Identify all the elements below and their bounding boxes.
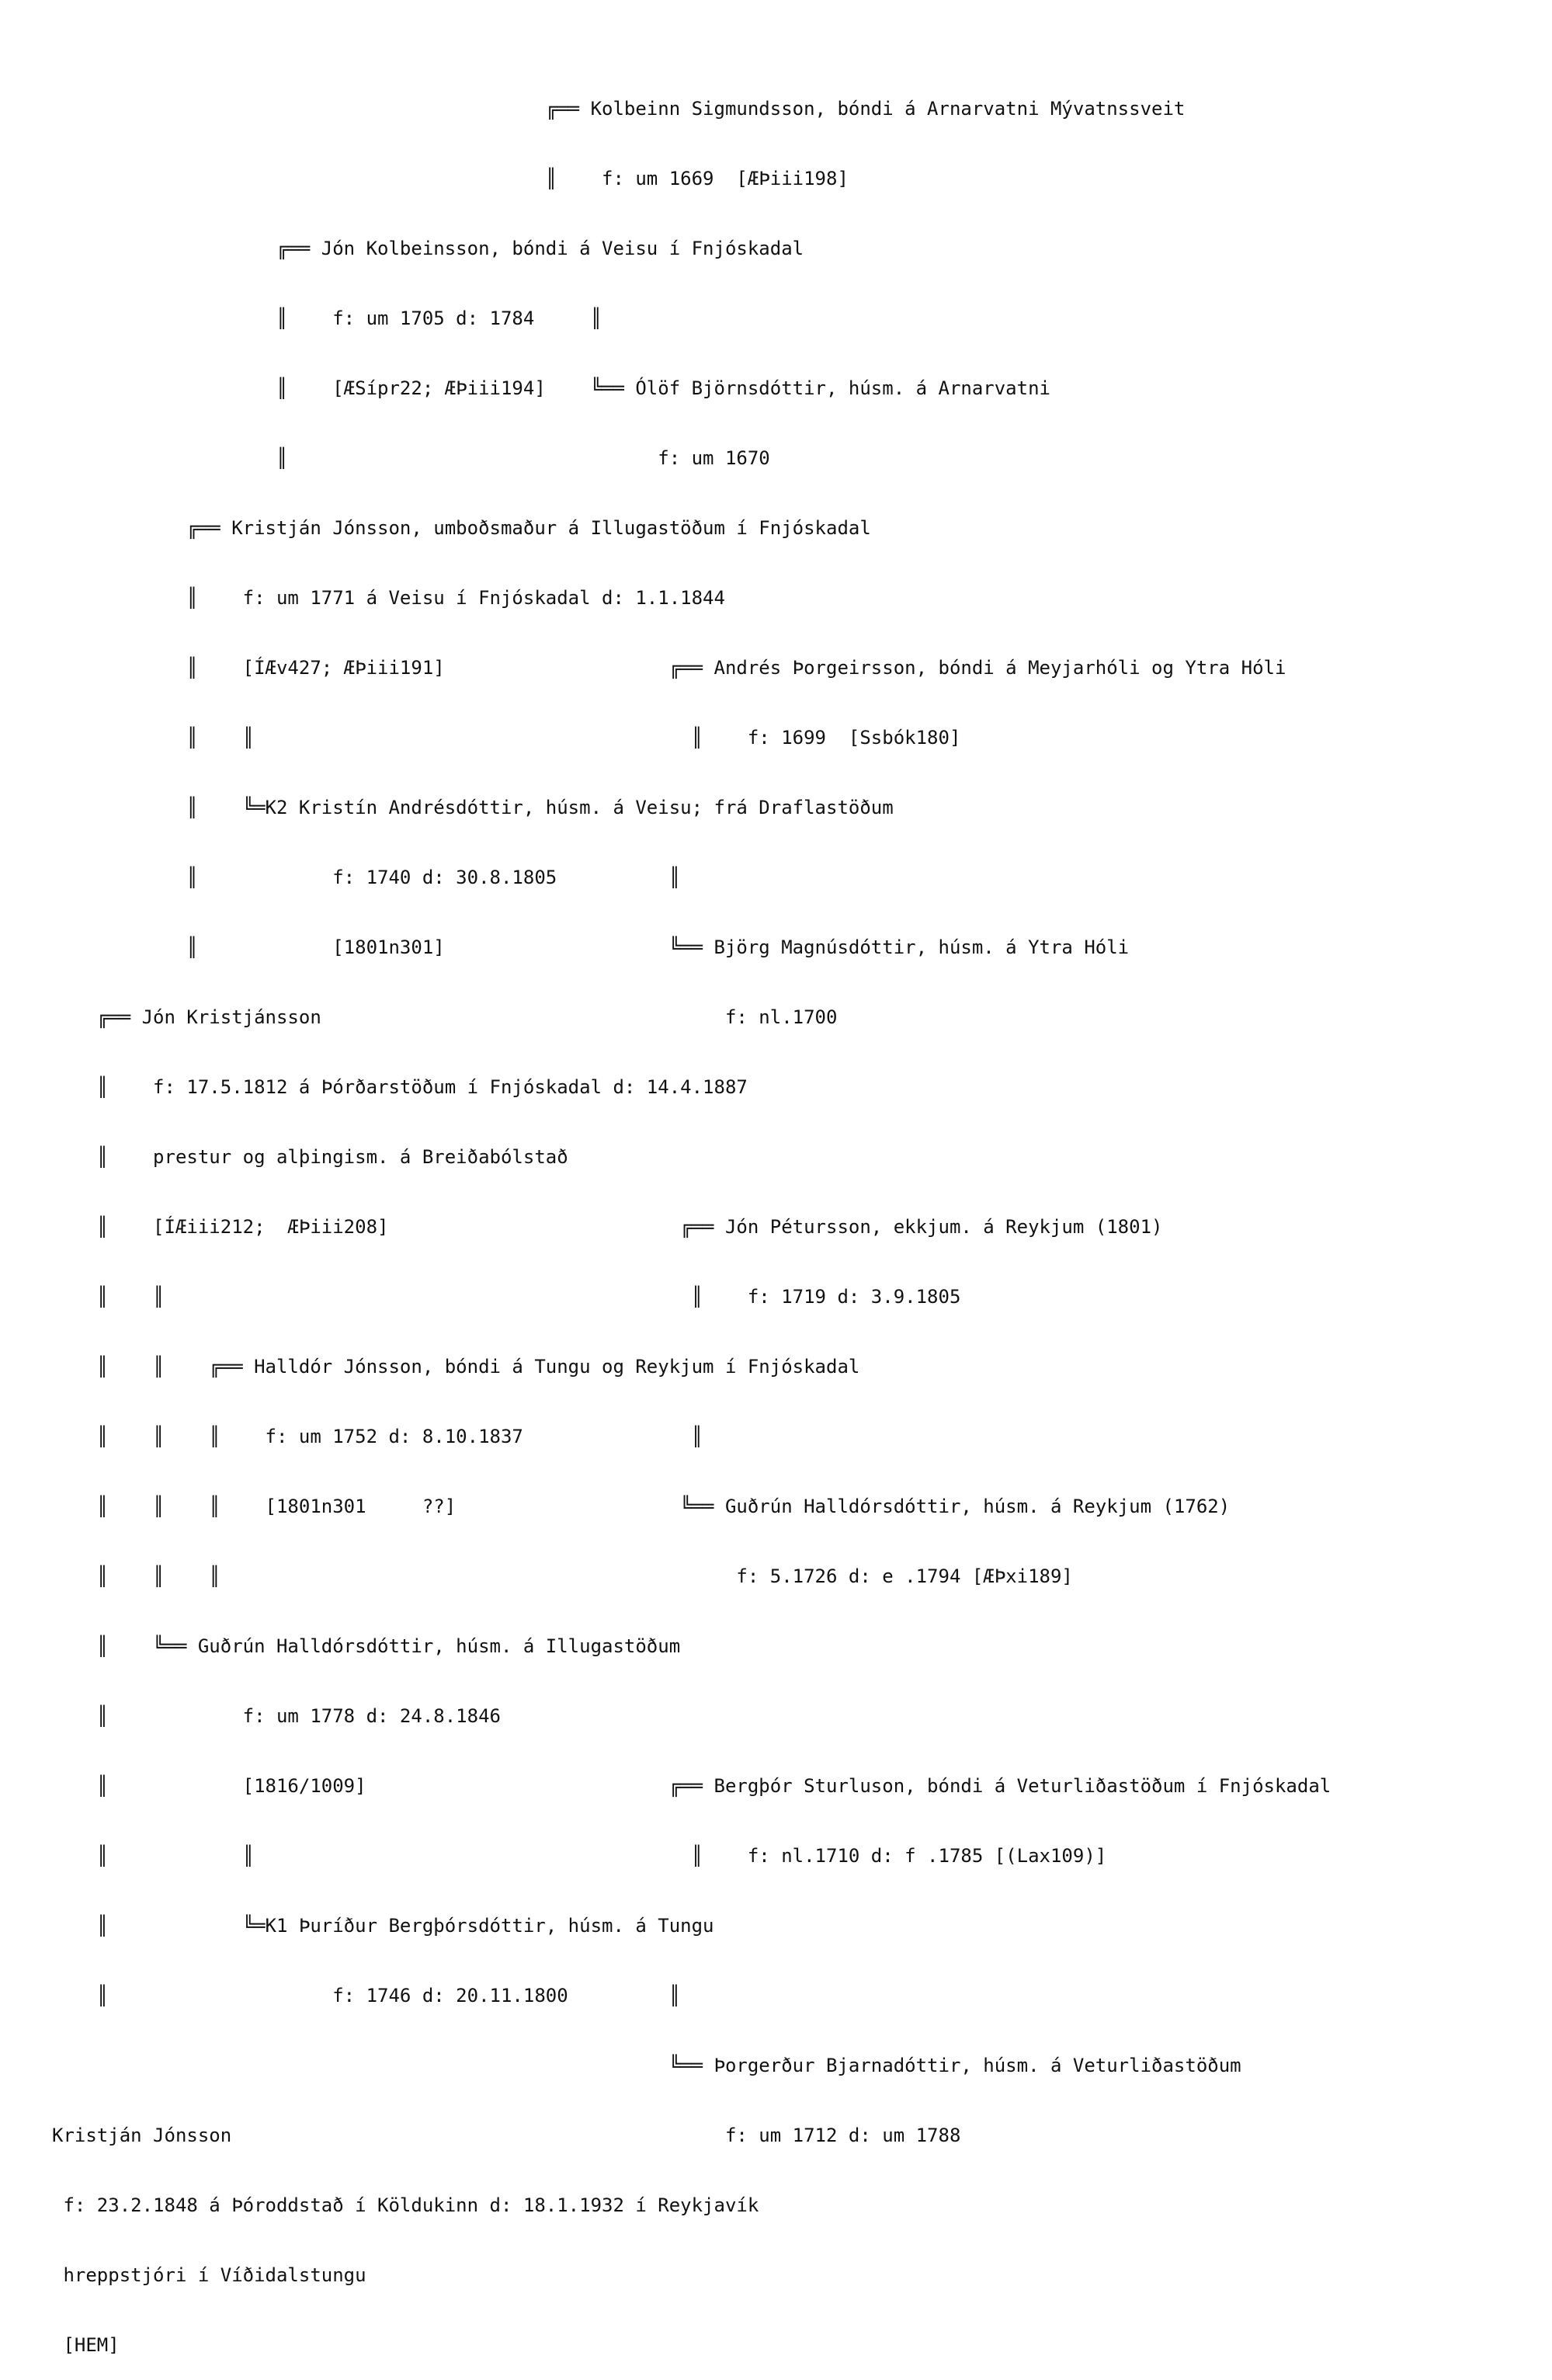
pedigree-tree [52, 50, 1331, 2380]
tree-line-24: ║ f: um 1778 d: 24.8.1846 [52, 1705, 501, 1727]
tree-line-23: ║ ╚══ Guðrún Halldórsdóttir, húsm. á Illugastöðum [52, 1635, 681, 1657]
tree-line-27: ║ ╚═K1 Þuríður Bergþórsdóttir, húsm. á Tungu [52, 1915, 714, 1937]
tree-line-16: ║ prestur og alþingism. á Breiðabólstað [52, 1146, 568, 1168]
tree-line-32: hreppstjóri í Víðidalstungu [52, 2264, 366, 2286]
tree-line-21: ║ ║ ║ [1801n301 ??] ╚══ Guðrún Halldórsdóttir, húsm. á Reykjum (1762) [52, 1496, 1231, 1517]
tree-line-13: ║ [1801n301] ╚══ Björg Magnúsdóttir, húsm. á Ytra Hóli [52, 936, 1130, 958]
tree-line-29: ╚══ Þorgerður Bjarnadóttir, húsm. á Veturliðastöðum [52, 2055, 1241, 2076]
tree-line-26: ║ ║ ║ f: nl.1710 d: f .1785 [(Lax109)] [52, 1845, 1107, 1867]
tree-line-22: ║ ║ ║ f: 5.1726 d: e .1794 [ÆÞxi189] [52, 1565, 1073, 1587]
tree-line-25: ║ [1816/1009] ╔══ Bergþór Sturluson, bóndi á Veturliðastöðum í Fnjóskadal [52, 1775, 1332, 1797]
tree-line-1: ╔══ Kolbeinn Sigmundsson, bóndi á Arnarvatni Mývatnssveit [52, 98, 1186, 120]
tree-line-28: ║ f: 1746 d: 20.11.1800 ║ [52, 1985, 681, 2006]
tree-line-15: ║ f: 17.5.1812 á Þórðarstöðum í Fnjóskadal d: 14.4.1887 [52, 1076, 748, 1098]
tree-line-6: ║ f: um 1670 [52, 447, 770, 469]
tree-line-2: ║ f: um 1669 [ÆÞiii198] [52, 168, 849, 189]
tree-line-20: ║ ║ ║ f: um 1752 d: 8.10.1837 ║ [52, 1426, 703, 1447]
tree-line-11: ║ ╚═K2 Kristín Andrésdóttir, húsm. á Veisu; frá Draflastöðum [52, 797, 894, 818]
tree-line-18: ║ ║ ║ f: 1719 d: 3.9.1805 [52, 1286, 961, 1308]
tree-line-33: [HEM] [52, 2334, 120, 2356]
tree-line-14: ╔══ Jón Kristjánsson f: nl.1700 [52, 1006, 838, 1028]
tree-line-19: ║ ║ ╔══ Halldór Jónsson, bóndi á Tungu og Reykjum í Fnjóskadal [52, 1356, 860, 1378]
tree-line-12: ║ f: 1740 d: 30.8.1805 ║ [52, 867, 681, 888]
tree-line-4: ║ f: um 1705 d: 1784 ║ [52, 307, 602, 329]
tree-line-17: ║ [ÍÆiii212; ÆÞiii208] ╔══ Jón Pétursson, ekkjum. á Reykjum (1801) [52, 1216, 1163, 1238]
tree-line-7: ╔══ Kristján Jónsson, umboðsmaður á Illugastöðum í Fnjóskadal [52, 517, 871, 539]
tree-line-30: Kristján Jónsson f: um 1712 d: um 1788 [52, 2125, 961, 2146]
tree-line-10: ║ ║ ║ f: 1699 [Ssbók180] [52, 727, 961, 749]
tree-line-9: ║ [ÍÆv427; ÆÞiii191] ╔══ Andrés Þorgeirsson, bóndi á Meyjarhóli og Ytra Hóli [52, 657, 1286, 679]
tree-line-3: ╔══ Jón Kolbeinsson, bóndi á Veisu í Fnjóskadal [52, 238, 804, 259]
tree-line-31: f: 23.2.1848 á Þóroddstað í Köldukinn d: 18.1.1932 í Reykjavík [52, 2194, 759, 2216]
tree-line-8: ║ f: um 1771 á Veisu í Fnjóskadal d: 1.1.1844 [52, 587, 725, 609]
tree-line-5: ║ [ÆSípr22; ÆÞiii194] ╚══ Ólöf Björnsdóttir, húsm. á Arnarvatni [52, 377, 1050, 399]
